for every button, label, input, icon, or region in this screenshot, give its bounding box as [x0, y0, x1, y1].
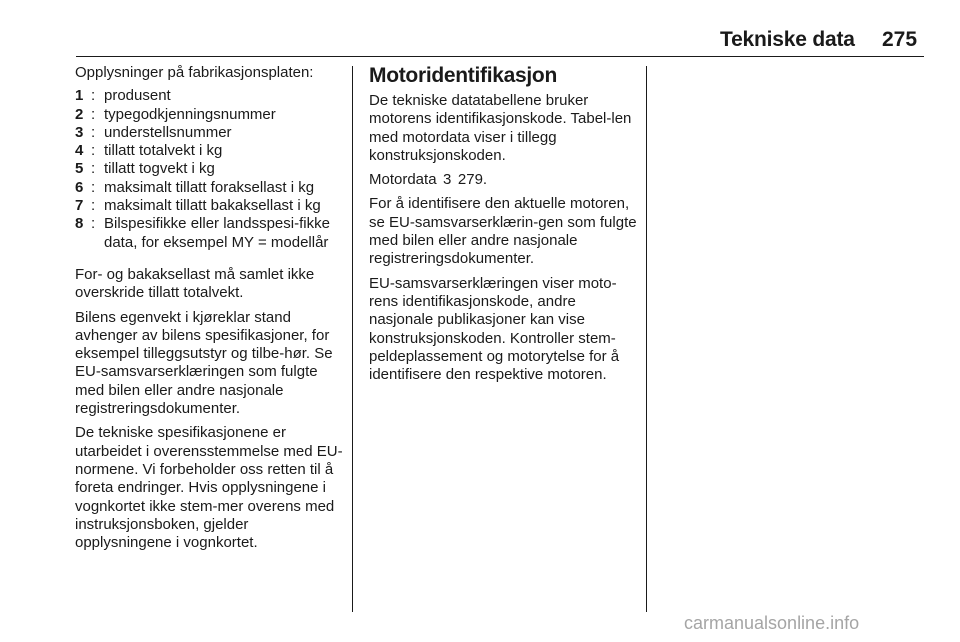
legend-text: tillatt totalvekt i kg	[104, 142, 223, 160]
plate-intro: Opplysninger på fabrikasjonsplaten:	[75, 64, 314, 81]
legend-text: maksimalt tillatt bakaksellast i kg	[104, 197, 321, 215]
legend-item	[75, 197, 347, 215]
legend-number: 4	[75, 142, 84, 160]
legend-text: Bilspesifikke eller landsspesi-fikke data, for eksempel MY = modellår	[104, 215, 330, 251]
column-divider-left	[352, 66, 353, 612]
legend-number: 3	[75, 123, 84, 141]
legend-number: 1	[75, 87, 84, 105]
legend-colon: :	[91, 197, 96, 215]
legend-colon: :	[91, 178, 96, 196]
legend-colon: :	[91, 123, 96, 141]
legend-item	[75, 215, 347, 252]
body-paragraph: De tekniske spesifikasjonene er utarbeidet i overensstemmelse med EU-normene. Vi forbeholder oss retten til å foreta endringer. Hvis opplysningene i vognkortet ikke stem-mer overens med instruksjonsboken, gjelder opplysningene i vognkortet.	[75, 424, 343, 552]
middle-column	[369, 64, 637, 390]
legend-item	[75, 160, 347, 178]
reference-arrow-icon: 3	[443, 171, 452, 189]
body-paragraph: For å identifisere den aktuelle motoren, se EU-samsvarserklærin-gen som fulgte med bilen eller andre nasjonale registreringsdokumenter.	[369, 195, 637, 268]
body-paragraph: Bilens egenvekt i kjøreklar stand avhenger av bilens spesifikasjoner, for eksempel tilleggsutstyr og tilbe-hør. Se EU-samsvarserklæringen som fulgte med bilen eller andre nasjonale registreringsdokumenter.	[75, 308, 333, 418]
legend-number: 6	[75, 178, 84, 196]
legend-text: produsent	[104, 87, 171, 105]
legend-text: tillatt togvekt i kg	[104, 160, 215, 178]
legend-item	[75, 124, 347, 142]
page-title: Tekniske data	[720, 28, 855, 51]
reference-label: Motordata	[369, 171, 437, 189]
page-number: 275	[882, 28, 918, 51]
watermark: carmanualsonline.info	[684, 613, 860, 633]
legend-number: 7	[75, 197, 84, 215]
legend-colon: :	[91, 142, 96, 160]
section-heading: Motoridentifikasjon	[369, 64, 557, 87]
legend-colon: :	[91, 160, 96, 178]
plate-legend	[75, 87, 347, 252]
column-divider-right	[646, 66, 647, 612]
cross-reference[interactable]	[369, 171, 637, 189]
header-rule	[76, 56, 924, 57]
legend-number: 2	[75, 105, 84, 123]
body-paragraph: For- og bakaksellast må samlet ikke overskride tillatt totalvekt.	[75, 265, 315, 302]
legend-item	[75, 106, 347, 124]
legend-text: understellsnummer	[104, 123, 232, 141]
reference-page: 279.	[457, 171, 488, 189]
legend-item	[75, 179, 347, 197]
legend-colon: :	[91, 105, 96, 123]
legend-item	[75, 142, 347, 160]
body-paragraph: EU-samsvarserklæringen viser moto-rens identifikasjonskode, andre nasjonale publikasjoner kan vise konstruksjonskoden. Kontroller stem-peldeplassement og motorytelse for å identifisere den respektive motoren.	[369, 274, 620, 384]
legend-text: typegodkjenningsnummer	[104, 105, 276, 123]
body-paragraph: De tekniske datatabellene bruker motorens identifikasjonskode. Tabel-len med motordata viser i tillegg konstruksjonskoden.	[369, 92, 632, 164]
legend-number: 5	[75, 160, 84, 178]
legend-item	[75, 87, 347, 105]
legend-text: maksimalt tillatt foraksellast i kg	[104, 178, 315, 196]
legend-number: 8	[75, 215, 84, 233]
left-column	[75, 64, 347, 558]
legend-colon: :	[91, 215, 96, 233]
legend-colon: :	[91, 87, 96, 105]
